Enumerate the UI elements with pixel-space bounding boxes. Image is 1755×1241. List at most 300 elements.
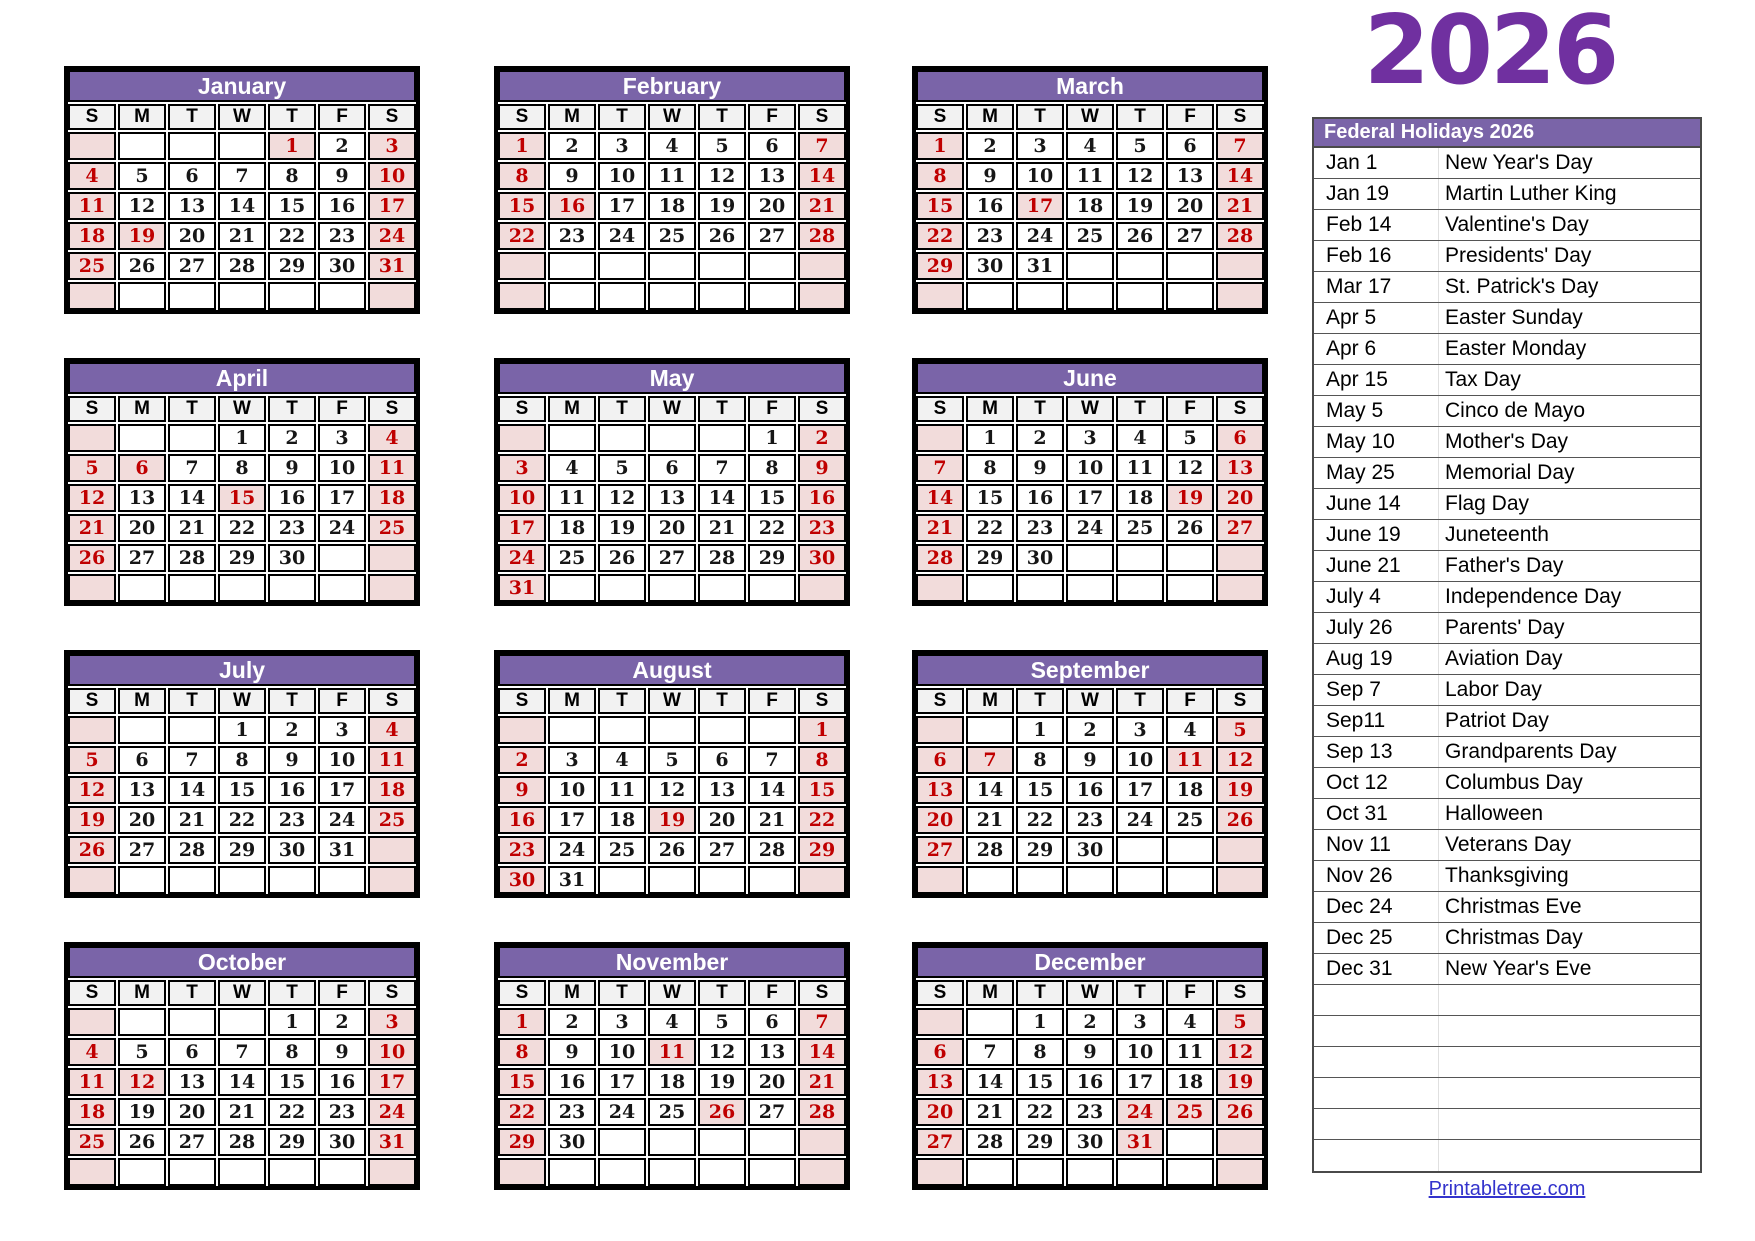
holiday-name (1438, 1078, 1700, 1108)
day-cell: 25 (598, 836, 646, 864)
weekday-header: M (118, 688, 166, 714)
day-cell: 11 (1166, 746, 1214, 774)
day-cell: 9 (1066, 746, 1114, 774)
day-cell: 6 (118, 454, 166, 482)
day-cell: 6 (648, 454, 696, 482)
day-cell: 2 (318, 1008, 366, 1036)
day-cell: 15 (748, 484, 796, 512)
day-cell: 15 (1016, 776, 1064, 804)
day-cell: 16 (798, 484, 846, 512)
day-cell: 29 (498, 1128, 546, 1156)
holiday-row (1314, 334, 1700, 365)
day-cell: 8 (498, 1038, 546, 1066)
day-cell: 6 (168, 162, 216, 190)
day-cell: 18 (548, 514, 596, 542)
day-cell: 2 (1016, 424, 1064, 452)
day-cell: 8 (218, 746, 266, 774)
holiday-row (1314, 551, 1700, 582)
day-cell: 2 (318, 132, 366, 160)
month-calendar-march (912, 66, 1268, 314)
day-cell: 21 (798, 192, 846, 220)
year-title: 2026 (1363, 0, 1617, 106)
day-cell (368, 866, 416, 894)
holiday-date: Jan 1 (1326, 151, 1378, 174)
day-cell: 31 (1116, 1128, 1164, 1156)
day-cell: 1 (916, 132, 964, 160)
day-cell: 25 (368, 806, 416, 834)
weekday-header: W (218, 396, 266, 422)
day-cell: 27 (168, 1128, 216, 1156)
day-cell: 29 (268, 1128, 316, 1156)
month-title: March (916, 70, 1264, 102)
day-cell: 13 (916, 776, 964, 804)
day-cell (268, 282, 316, 310)
day-cell (1216, 574, 1264, 602)
month-title: November (498, 946, 846, 978)
holiday-name: Christmas Day (1438, 923, 1700, 953)
holiday-row (1314, 241, 1700, 272)
weekday-header: S (1216, 396, 1264, 422)
day-cell: 16 (966, 192, 1014, 220)
month-title: August (498, 654, 846, 686)
day-cell (698, 1128, 746, 1156)
day-cell: 31 (1016, 252, 1064, 280)
month-calendar-july (64, 650, 420, 898)
day-cell: 13 (118, 484, 166, 512)
day-cell (748, 1128, 796, 1156)
day-cell: 20 (748, 1068, 796, 1096)
day-cell: 9 (318, 1038, 366, 1066)
day-cell: 6 (1216, 424, 1264, 452)
day-cell (68, 866, 116, 894)
weekday-header: F (318, 396, 366, 422)
day-cell: 28 (966, 836, 1014, 864)
holiday-date: Feb 14 (1326, 213, 1392, 236)
day-cell: 17 (598, 1068, 646, 1096)
day-cell (1116, 544, 1164, 572)
day-cell (798, 866, 846, 894)
day-cell: 25 (368, 514, 416, 542)
day-cell: 15 (1016, 1068, 1064, 1096)
weekday-header: M (548, 688, 596, 714)
day-cell: 10 (368, 1038, 416, 1066)
holiday-date: Apr 5 (1326, 306, 1377, 329)
day-cell: 6 (118, 746, 166, 774)
day-cell (118, 1008, 166, 1036)
weekday-header: T (1016, 980, 1064, 1006)
day-cell: 18 (1066, 192, 1114, 220)
day-cell (318, 1158, 366, 1186)
day-cell: 7 (966, 746, 1014, 774)
day-cell (1166, 836, 1214, 864)
day-cell: 5 (1216, 1008, 1264, 1036)
day-cell (368, 544, 416, 572)
day-cell: 15 (498, 192, 546, 220)
day-cell: 3 (598, 1008, 646, 1036)
day-cell: 8 (1016, 746, 1064, 774)
day-cell: 3 (548, 746, 596, 774)
weekday-header: M (118, 980, 166, 1006)
day-cell: 10 (548, 776, 596, 804)
day-cell: 4 (548, 454, 596, 482)
day-cell: 25 (1066, 222, 1114, 250)
day-cell (798, 282, 846, 310)
day-cell (68, 424, 116, 452)
day-cell: 19 (1216, 776, 1264, 804)
day-cell (168, 1008, 216, 1036)
day-cell: 25 (1166, 806, 1214, 834)
holiday-name (1438, 985, 1700, 1015)
holiday-row (1314, 396, 1700, 427)
weekday-header: S (798, 980, 846, 1006)
weekday-header: S (68, 104, 116, 130)
day-cell: 11 (598, 776, 646, 804)
day-cell: 8 (268, 162, 316, 190)
holiday-name: Easter Sunday (1438, 303, 1700, 333)
holiday-name: Father's Day (1438, 551, 1700, 581)
day-cell (68, 132, 116, 160)
day-cell: 20 (648, 514, 696, 542)
day-cell: 22 (1016, 806, 1064, 834)
day-cell: 26 (598, 544, 646, 572)
weekday-header: W (1066, 396, 1114, 422)
day-cell: 4 (68, 162, 116, 190)
month-title: December (916, 946, 1264, 978)
day-cell (368, 282, 416, 310)
holiday-name: Columbus Day (1438, 768, 1700, 798)
day-cell (1166, 282, 1214, 310)
day-cell: 24 (1066, 514, 1114, 542)
holiday-date (1314, 985, 1438, 1015)
day-cell: 14 (966, 776, 1014, 804)
day-cell: 4 (1116, 424, 1164, 452)
day-cell: 4 (68, 1038, 116, 1066)
day-cell: 5 (68, 746, 116, 774)
day-cell (268, 1158, 316, 1186)
holiday-date: June 14 (1326, 492, 1401, 515)
day-cell (598, 866, 646, 894)
printabletree-link[interactable]: Printabletree.com (1428, 1178, 1586, 1200)
day-cell: 25 (1116, 514, 1164, 542)
day-cell: 17 (368, 1068, 416, 1096)
day-cell (698, 574, 746, 602)
day-cell (698, 1158, 746, 1186)
weekday-header: S (798, 688, 846, 714)
day-cell (1116, 836, 1164, 864)
day-cell: 12 (1216, 746, 1264, 774)
day-cell: 12 (698, 1038, 746, 1066)
holidays-panel-title: Federal Holidays 2026 (1314, 119, 1700, 148)
day-cell: 23 (1016, 514, 1064, 542)
day-cell: 17 (598, 192, 646, 220)
day-cell: 24 (1016, 222, 1064, 250)
holiday-date (1314, 1078, 1438, 1108)
day-cell (1066, 252, 1114, 280)
day-cell: 28 (168, 544, 216, 572)
day-cell (916, 424, 964, 452)
day-cell (916, 282, 964, 310)
day-cell (268, 574, 316, 602)
day-cell: 22 (498, 222, 546, 250)
day-cell (548, 252, 596, 280)
day-cell: 16 (498, 806, 546, 834)
holiday-name (1438, 1140, 1700, 1171)
weekday-header: S (916, 980, 964, 1006)
day-cell: 23 (268, 806, 316, 834)
day-cell: 3 (598, 132, 646, 160)
weekday-header: F (318, 980, 366, 1006)
holiday-date: May 10 (1326, 430, 1395, 453)
day-cell: 4 (648, 132, 696, 160)
day-cell (1016, 866, 1064, 894)
holiday-row (1314, 644, 1700, 675)
day-cell: 11 (68, 1068, 116, 1096)
day-cell (598, 424, 646, 452)
day-cell: 30 (318, 1128, 366, 1156)
day-cell (168, 424, 216, 452)
day-cell: 13 (168, 1068, 216, 1096)
day-cell: 17 (318, 776, 366, 804)
holiday-date: Sep11 (1326, 709, 1386, 732)
day-cell: 11 (368, 746, 416, 774)
day-cell (1116, 252, 1164, 280)
day-cell: 22 (916, 222, 964, 250)
holiday-row-empty (1314, 1109, 1700, 1140)
weekday-header: S (1216, 688, 1264, 714)
day-cell: 1 (498, 1008, 546, 1036)
weekday-header: W (1066, 104, 1114, 130)
day-cell: 9 (268, 746, 316, 774)
day-cell: 2 (268, 424, 316, 452)
day-cell: 18 (598, 806, 646, 834)
day-cell: 11 (548, 484, 596, 512)
day-cell (648, 1128, 696, 1156)
day-cell: 5 (68, 454, 116, 482)
day-cell: 3 (498, 454, 546, 482)
weekday-header: T (698, 980, 746, 1006)
day-cell: 14 (168, 484, 216, 512)
holiday-date: Nov 11 (1326, 833, 1391, 856)
day-cell: 5 (118, 1038, 166, 1066)
month-title: May (498, 362, 846, 394)
month-calendar-june (912, 358, 1268, 606)
day-cell (598, 1128, 646, 1156)
weekday-header: W (648, 688, 696, 714)
day-cell (648, 252, 696, 280)
day-cell (798, 1128, 846, 1156)
day-cell: 27 (698, 836, 746, 864)
day-cell: 12 (118, 1068, 166, 1096)
day-cell: 22 (268, 222, 316, 250)
day-cell: 14 (916, 484, 964, 512)
day-cell: 24 (1116, 806, 1164, 834)
day-cell: 11 (1116, 454, 1164, 482)
holiday-date: Dec 31 (1326, 957, 1393, 980)
day-cell (916, 866, 964, 894)
day-cell: 28 (1216, 222, 1264, 250)
day-cell: 30 (1066, 836, 1114, 864)
day-cell: 31 (368, 1128, 416, 1156)
holiday-name: Grandparents Day (1438, 737, 1700, 767)
day-cell: 1 (748, 424, 796, 452)
day-cell (498, 424, 546, 452)
day-cell: 24 (318, 514, 366, 542)
day-cell (798, 252, 846, 280)
day-cell: 5 (598, 454, 646, 482)
day-cell: 18 (68, 1098, 116, 1126)
day-cell: 31 (548, 866, 596, 894)
day-cell: 10 (1116, 746, 1164, 774)
day-cell: 24 (368, 1098, 416, 1126)
day-cell: 23 (318, 1098, 366, 1126)
day-cell: 26 (1116, 222, 1164, 250)
weekday-header: T (268, 980, 316, 1006)
day-cell: 7 (698, 454, 746, 482)
day-cell: 19 (648, 806, 696, 834)
day-cell (68, 1158, 116, 1186)
day-cell: 2 (548, 132, 596, 160)
day-cell (648, 716, 696, 744)
day-cell (598, 716, 646, 744)
day-cell: 28 (798, 1098, 846, 1126)
day-cell: 18 (648, 1068, 696, 1096)
holiday-date: Feb 16 (1326, 244, 1392, 267)
holiday-name: Valentine's Day (1438, 210, 1700, 240)
day-cell: 26 (68, 544, 116, 572)
day-cell (966, 866, 1014, 894)
day-cell (648, 866, 696, 894)
day-cell: 22 (798, 806, 846, 834)
day-cell: 29 (268, 252, 316, 280)
day-cell (318, 574, 366, 602)
day-cell: 11 (1166, 1038, 1214, 1066)
day-cell: 13 (1216, 454, 1264, 482)
day-cell: 4 (368, 424, 416, 452)
day-cell: 24 (498, 544, 546, 572)
holiday-row (1314, 799, 1700, 830)
holiday-date: Dec 24 (1326, 895, 1393, 918)
day-cell (966, 574, 1014, 602)
day-cell: 5 (118, 162, 166, 190)
day-cell: 21 (966, 806, 1014, 834)
holiday-name: Christmas Eve (1438, 892, 1700, 922)
holiday-name: Thanksgiving (1438, 861, 1700, 891)
month-calendar-november (494, 942, 850, 1190)
weekday-header: W (1066, 688, 1114, 714)
day-cell: 21 (798, 1068, 846, 1096)
day-cell: 11 (68, 192, 116, 220)
day-cell (118, 866, 166, 894)
weekday-header: T (698, 688, 746, 714)
day-cell: 13 (1166, 162, 1214, 190)
day-cell: 3 (318, 424, 366, 452)
day-cell: 25 (68, 252, 116, 280)
day-cell (698, 866, 746, 894)
holiday-date: Oct 31 (1326, 802, 1388, 825)
day-cell: 17 (368, 192, 416, 220)
day-cell: 21 (218, 222, 266, 250)
day-cell: 13 (698, 776, 746, 804)
holiday-date: Dec 25 (1326, 926, 1393, 949)
day-cell: 19 (698, 192, 746, 220)
holiday-date: Mar 17 (1326, 275, 1392, 298)
holiday-row-empty (1314, 1078, 1700, 1109)
holiday-row (1314, 458, 1700, 489)
day-cell: 1 (268, 1008, 316, 1036)
day-cell: 27 (916, 1128, 964, 1156)
day-cell (118, 574, 166, 602)
day-cell: 9 (966, 162, 1014, 190)
day-cell: 17 (318, 484, 366, 512)
weekday-header: M (548, 980, 596, 1006)
day-cell (118, 1158, 166, 1186)
day-cell: 24 (318, 806, 366, 834)
weekday-header: T (268, 396, 316, 422)
day-cell (168, 574, 216, 602)
month-calendar-september (912, 650, 1268, 898)
day-cell: 22 (498, 1098, 546, 1126)
day-cell: 9 (268, 454, 316, 482)
day-cell: 9 (548, 1038, 596, 1066)
day-cell: 10 (318, 746, 366, 774)
day-cell: 14 (748, 776, 796, 804)
day-cell: 16 (268, 776, 316, 804)
weekday-header: F (748, 688, 796, 714)
day-cell: 7 (748, 746, 796, 774)
day-cell: 21 (168, 514, 216, 542)
day-cell: 15 (916, 192, 964, 220)
day-cell: 27 (648, 544, 696, 572)
day-cell (1116, 866, 1164, 894)
day-cell: 13 (118, 776, 166, 804)
holiday-row (1314, 520, 1700, 551)
day-cell: 10 (1066, 454, 1114, 482)
day-cell: 17 (1066, 484, 1114, 512)
day-cell: 1 (966, 424, 1014, 452)
day-cell (118, 282, 166, 310)
day-cell: 26 (118, 1128, 166, 1156)
day-cell (1166, 1158, 1214, 1186)
day-cell (68, 282, 116, 310)
day-cell: 30 (1016, 544, 1064, 572)
weekday-header: S (498, 980, 546, 1006)
day-cell: 30 (966, 252, 1014, 280)
day-cell (598, 282, 646, 310)
weekday-header: S (1216, 980, 1264, 1006)
day-cell: 26 (118, 252, 166, 280)
day-cell: 22 (1016, 1098, 1064, 1126)
month-title: June (916, 362, 1264, 394)
day-cell: 17 (1116, 776, 1164, 804)
weekday-header: T (268, 688, 316, 714)
weekday-header: S (68, 980, 116, 1006)
weekday-header: T (1016, 396, 1064, 422)
day-cell: 15 (966, 484, 1014, 512)
holiday-row (1314, 675, 1700, 706)
day-cell: 30 (318, 252, 366, 280)
day-cell: 17 (1116, 1068, 1164, 1096)
day-cell (68, 1008, 116, 1036)
day-cell: 19 (698, 1068, 746, 1096)
day-cell: 5 (1166, 424, 1214, 452)
weekday-header: S (916, 688, 964, 714)
holiday-row (1314, 737, 1700, 768)
weekday-header: W (1066, 980, 1114, 1006)
day-cell: 10 (598, 162, 646, 190)
day-cell: 23 (1066, 806, 1114, 834)
weekday-header: T (1116, 104, 1164, 130)
day-cell: 9 (318, 162, 366, 190)
